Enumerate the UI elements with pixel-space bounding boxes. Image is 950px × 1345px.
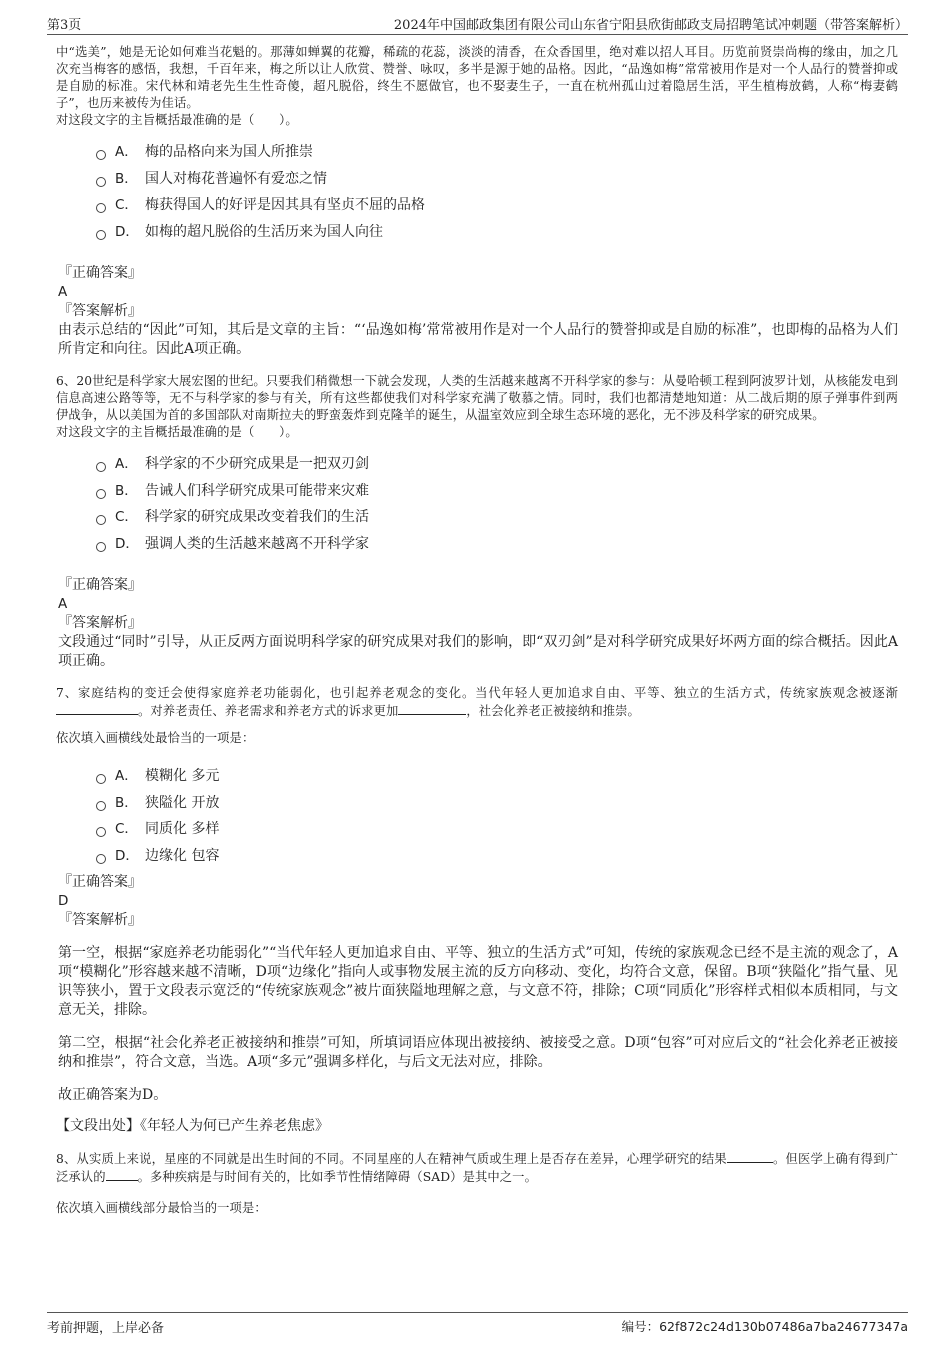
q6-answer-block <box>56 576 898 671</box>
q6-options <box>96 451 898 557</box>
radio-icon[interactable] <box>96 462 106 472</box>
q5-option-b[interactable] <box>96 166 898 193</box>
option-letter: B． <box>115 482 138 499</box>
q6-option-c[interactable] <box>96 504 898 531</box>
option-text: 模糊化 多元 <box>145 768 220 785</box>
q8-passage-part1: 8、从实质上来说，星座的不同就是出生时间的不同。不同星座的人在精神气质或生理上是否存在差异，心理学研究的结果 <box>56 1152 727 1166</box>
document-title: 2024年中国邮政集团有限公司山东省宁阳县欣街邮政支局招聘笔试冲刺题（带答案解析） <box>393 18 908 33</box>
radio-icon[interactable] <box>96 177 106 187</box>
fill-blank-1 <box>56 702 138 715</box>
radio-icon[interactable] <box>96 774 106 784</box>
option-text: 告诫人们科学研究成果可能带来灾难 <box>145 482 369 499</box>
q7-option-c[interactable] <box>96 816 898 843</box>
q7-option-d[interactable] <box>96 843 898 870</box>
page-footer <box>47 1312 908 1335</box>
page-content <box>56 44 898 1217</box>
answer-value: D <box>58 893 69 909</box>
option-letter: A． <box>115 456 138 473</box>
q6-option-a[interactable] <box>96 451 898 478</box>
question-8 <box>56 1150 898 1217</box>
option-letter: B． <box>115 794 138 811</box>
page-number: 第3页 <box>47 18 82 33</box>
q5-option-c[interactable] <box>96 192 898 219</box>
analysis-text-1: 第一空，根据“家庭养老功能弱化”“当代年轻人更加追求自由、平等、独立的生活方式”可知，传统的家族观念已经不是主流的观念了，A项“模糊化”形容越来越不清晰，D项“边缘化”指向人或事物发展主流的反方向移动、变化，均符合文意，保留。B项“狭隘化”指气量、见识等狭小，置于文段表示宽泛的“传统家族观念”被片面狭隘地理解之意，与文意不符，排除；C项“同质化”形容样式相似本质相同，与文意无关，排除。 <box>58 945 898 1018</box>
option-text: 同质化 多样 <box>145 821 220 838</box>
q7-option-a[interactable] <box>96 763 898 790</box>
q6-option-b[interactable] <box>96 478 898 505</box>
question-7 <box>56 685 898 1136</box>
q7-passage <box>56 685 898 720</box>
option-text: 边缘化 包容 <box>145 847 220 864</box>
analysis-text-2: 第二空，根据“社会化养老正被接纳和推崇”可知，所填词语应体现出被接纳、被接受之意。D项“包容”可对应后文的“社会化养老正被接纳和推崇”，符合文意，当选。A项“多元”强调多样化，与后文无法对应，排除。 <box>58 1035 898 1070</box>
analysis-label: 『答案解析』 <box>58 303 142 319</box>
q7-passage-part1: 7、家庭结构的变迁会使得家庭养老功能弱化，也引起养老观念的变化。当代年轻人更加追求自由、平等、独立的生活方式，传统家族观念被逐渐 <box>56 686 898 700</box>
option-text: 如梅的超凡脱俗的生活历来为国人向往 <box>145 223 383 240</box>
question-6 <box>56 373 898 671</box>
option-text: 梅获得国人的好评是因其具有坚贞不屈的品格 <box>145 197 425 214</box>
option-text: 狭隘化 开放 <box>145 794 220 811</box>
answer-label: 『正确答案』 <box>58 265 142 281</box>
option-letter: C． <box>115 197 138 214</box>
answer-label: 『正确答案』 <box>58 577 142 593</box>
answer-label: 『正确答案』 <box>58 874 142 890</box>
radio-icon[interactable] <box>96 827 106 837</box>
q7-options <box>96 763 898 869</box>
document-code: 编号：62f872c24d130b07486a7ba24677347a <box>621 1319 908 1334</box>
fill-blank-2 <box>106 1168 138 1181</box>
q5-options <box>96 139 898 245</box>
q7-passage-part2: 。对养老责任、养老需求和养老方式的诉求更加 <box>138 704 399 718</box>
analysis-label: 『答案解析』 <box>58 912 142 928</box>
radio-icon[interactable] <box>96 515 106 525</box>
q7-answer-block <box>56 873 898 1136</box>
radio-icon[interactable] <box>96 489 106 499</box>
radio-icon[interactable] <box>96 542 106 552</box>
option-letter: C． <box>115 509 138 526</box>
q7-question: 依次填入画横线处最恰当的一项是： <box>56 731 255 745</box>
radio-icon[interactable] <box>96 801 106 811</box>
option-letter: A． <box>115 144 138 161</box>
option-letter: A． <box>115 768 138 785</box>
radio-icon[interactable] <box>96 854 106 864</box>
q7-option-b[interactable] <box>96 790 898 817</box>
question-5 <box>56 44 898 359</box>
analysis-text: 由表示总结的“因此”可知，其后是文章的主旨：“‘品逸如梅’常常被用作是对一个人品行的赞誉抑或是自励的标准”，也即梅的品格为人们所肯定和向往。因此A项正确。 <box>58 322 898 357</box>
q5-option-a[interactable] <box>96 139 898 166</box>
q5-question: 对这段文字的主旨概括最准确的是（ ）。 <box>56 113 298 127</box>
passage-source: 【文段出处】《年轻人为何已产生养老焦虑》 <box>56 1118 329 1134</box>
q8-question: 依次填入画横线部分最恰当的一项是： <box>56 1201 267 1215</box>
q6-passage: 6、20世纪是科学家大展宏图的世纪。只要我们稍微想一下就会发现，人类的生活越来越离不开科学家的参与：从曼哈顿工程到阿波罗计划，从核能发电到信息高速公路等等，无不与科学家的参与有关，所有这些都使我们对科学家充满了敬慕之情。同时，我们也都清楚地知道：从二战后期的原子弹事件到两伊战争，从以美国为首的多国部队对南斯拉夫的野蛮轰炸到克隆羊的诞生，从温室效应到全球生态环境的恶化，无不涉及科学家的研究成果。 <box>56 374 898 422</box>
q8-passage-part2: 。但医学上确有得到广泛承认的 <box>56 1152 898 1184</box>
q7-passage-part3: ，社会化养老正被接纳和推崇。 <box>466 704 640 718</box>
option-text: 强调人类的生活越来越离不开科学家 <box>145 535 369 552</box>
q6-question: 对这段文字的主旨概括最准确的是（ ）。 <box>56 425 298 439</box>
option-text: 国人对梅花普遍怀有爱恋之情 <box>145 170 327 187</box>
q8-passage-part3: 。多种疾病是与时间有关的，比如季节性情绪障碍（SAD）是其中之一。 <box>137 1170 537 1184</box>
q6-option-d[interactable] <box>96 531 898 558</box>
q5-answer-block <box>56 264 898 359</box>
option-text: 科学家的不少研究成果是一把双刃剑 <box>145 456 369 473</box>
option-text: 科学家的研究成果改变着我们的生活 <box>145 509 369 526</box>
q8-passage <box>56 1150 898 1186</box>
option-letter: D． <box>115 847 139 864</box>
page-header <box>47 12 908 35</box>
radio-icon[interactable] <box>96 230 106 240</box>
fill-blank-2 <box>398 702 466 715</box>
radio-icon[interactable] <box>96 203 106 213</box>
option-letter: D． <box>115 223 139 240</box>
radio-icon[interactable] <box>96 150 106 160</box>
option-letter: C． <box>115 821 138 838</box>
option-text: 梅的品格向来为国人所推崇 <box>145 144 313 161</box>
analysis-text: 文段通过“同时”引导，从正反两方面说明科学家的研究成果对我们的影响，即“双刃剑”是对科学研究成果好坏两方面的综合概括。因此A项正确。 <box>58 634 898 669</box>
answer-value: A <box>58 284 68 300</box>
q5-passage: 中“选美”，她是无论如何难当花魁的。那薄如蝉翼的花瓣，稀疏的花蕊，淡淡的清香，在众香国里，绝对难以招人耳目。历览前贤崇尚梅的缘由，加之几次充当梅客的感悟，我想，千百年来，梅之所以让人欣赏、赞誉、咏叹，多半是源于她的品格。因此，“品逸如梅”常常被用作是对一个人品行的赞誉抑或是自励的标准。宋代林和靖老先生生性奇傻，超凡脱俗，终生不愿做官，也不娶妻生子，一直在杭州孤山过着隐居生活，平生植梅放鹤，人称“梅妻鹤子”，也历来被传为佳话。 <box>56 45 898 110</box>
footer-slogan: 考前押题，上岸必备 <box>47 1321 165 1336</box>
option-letter: B． <box>115 170 138 187</box>
answer-value: A <box>58 596 68 612</box>
q5-option-d[interactable] <box>96 219 898 246</box>
analysis-label: 『答案解析』 <box>58 615 142 631</box>
fill-blank-1 <box>727 1150 773 1163</box>
option-letter: D． <box>115 535 139 552</box>
analysis-text-3: 故正确答案为D。 <box>58 1087 168 1103</box>
